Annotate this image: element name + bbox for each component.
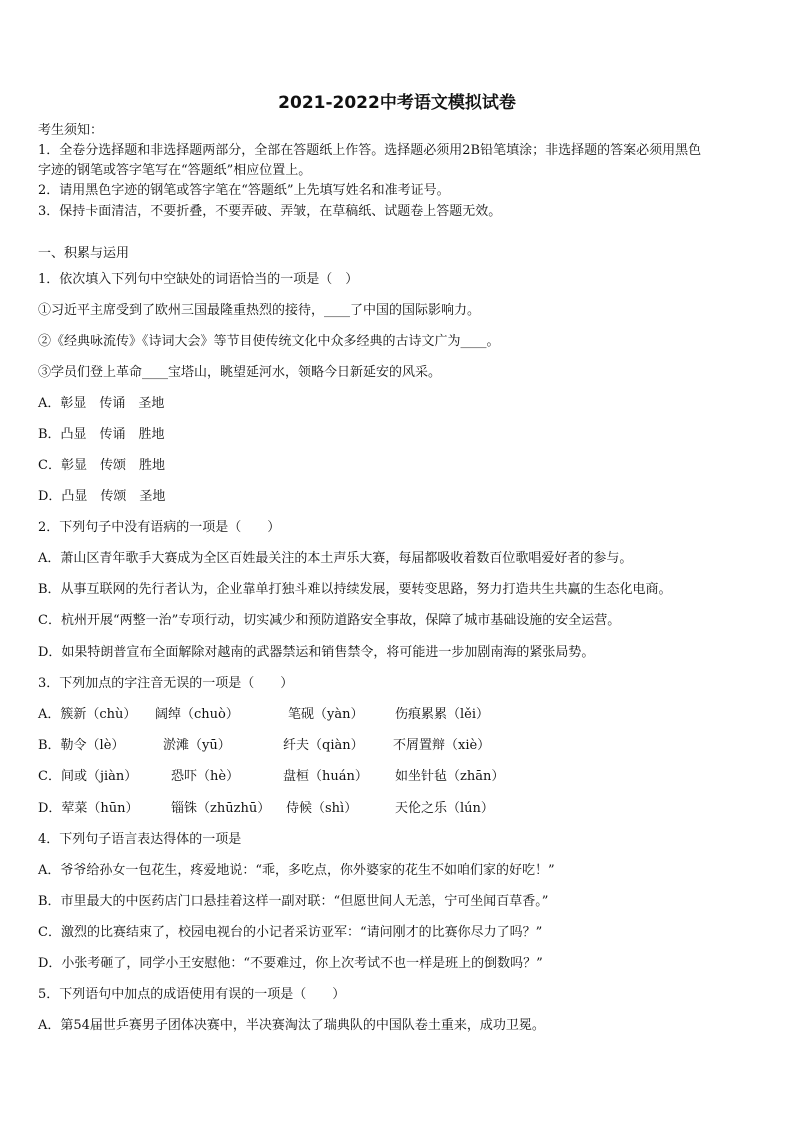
pinyin-item: 锱铢（zhūzhū） <box>171 801 271 816</box>
pinyin-item: 淤滩（yū） <box>163 738 231 753</box>
pinyin-item: 纤夫（qiàn） <box>283 738 364 753</box>
pinyin-item: B．勒令（lè） <box>38 738 125 753</box>
question-4-stem: 4．下列句子语言表达得体的一项是 <box>38 832 242 847</box>
question-2-option-c: C．杭州开展“两整一治”专项行动，切实减少和预防道路安全事故，保障了城市基础设施的安全运营。 <box>38 613 621 628</box>
pinyin-item: C．间或（jiàn） <box>38 769 138 784</box>
question-2-stem: 2．下列句子中没有语病的一项是（ ） <box>38 520 281 535</box>
pinyin-item: 如坐针毡（zhān） <box>395 769 505 784</box>
question-5-stem: 5．下列语句中加点的成语使用有误的一项是（ ） <box>38 987 346 1002</box>
question-4-option-d: D．小张考砸了，同学小王安慰他：“不要难过，你上次考试不也一样是班上的倒数吗？” <box>38 956 543 971</box>
question-4-option-c: C．激烈的比赛结束了，校园电视台的小记者采访亚军：“请问刚才的比赛你尽力了吗？” <box>38 925 543 940</box>
question-4-option-a: A．爷爷给孙女一包花生，疼爱地说：“乖，多吃点，你外婆家的花生不如咱们家的好吃！” <box>38 863 555 878</box>
pinyin-item: 不屑置辩（xiè） <box>393 738 491 753</box>
question-3-stem: 3．下列加点的字注音无误的一项是（ ） <box>38 676 294 691</box>
question-2-option-b: B．从事互联网的先行者认为，企业靠单打独斗难以持续发展，要转变思路，努力打造共生共赢的生态化电商。 <box>38 582 672 597</box>
question-1-stem: 1．依次填入下列句中空缺处的词语恰当的一项是（ ） <box>38 272 359 287</box>
pinyin-item: 天伦之乐（lún） <box>395 801 494 816</box>
section-heading: 一、积累与运用 <box>38 246 130 261</box>
pinyin-item: A．簇新（chù） <box>38 707 137 722</box>
page-title: 2021-2022中考语文模拟试卷 <box>278 93 516 113</box>
question-2-option-d: D．如果特朗普宣布全面解除对越南的武器禁运和销售禁令，将可能进一步加剧南海的紧张局势。 <box>38 645 595 660</box>
pinyin-item: D．荤菜（hūn） <box>38 801 139 816</box>
pinyin-item: 盘桓（huán） <box>283 769 368 784</box>
question-1-sentence: ①习近平主席受到了欧州三国最隆重热烈的接待，____了中国的国际影响力。 <box>38 303 481 318</box>
question-1-option-c: C．彰显 传颂 胜地 <box>38 458 165 473</box>
question-1-sentence: ②《经典咏流传》《诗词大会》等节目使传统文化中众多经典的古诗文广为____。 <box>38 334 500 349</box>
notice-line: 2．请用黑色字迹的钢笔或答字笔在“答题纸”上先填写姓名和准考证号。 <box>38 183 450 198</box>
question-1-option-b: B．凸显 传诵 胜地 <box>38 427 165 442</box>
notice-line: 字迹的钢笔或答字笔写在“答题纸”相应位置上。 <box>38 163 312 178</box>
question-2-option-a: A．萧山区青年歌手大赛成为全区百姓最关注的本土声乐大赛，每届都吸收着数百位歌唱爱好者的参与。 <box>38 551 633 566</box>
question-5-option-a: A．第54届世乒赛男子团体决赛中，半决赛淘汰了瑞典队的中国队卷土重来，成功卫冕。 <box>38 1018 545 1033</box>
notice-heading: 考生须知： <box>38 123 104 138</box>
pinyin-item: 笔砚（yàn） <box>288 707 364 722</box>
pinyin-item: 伤痕累累（lěi） <box>395 707 490 722</box>
question-1-option-d: D．凸显 传颂 圣地 <box>38 489 166 504</box>
pinyin-item: 恐吓（hè） <box>171 769 240 784</box>
notice-line: 1．全卷分选择题和非选择题两部分，全部在答题纸上作答。选择题必须用2B铅笔填涂；非选择题的答案必须用黑色 <box>38 143 702 158</box>
question-1-sentence: ③学员们登上革命____宝塔山，眺望延河水，领略今日新延安的风采。 <box>38 365 442 380</box>
pinyin-item: 阔绰（chuò） <box>155 707 239 722</box>
question-1-option-a: A．彰显 传诵 圣地 <box>38 396 165 411</box>
pinyin-item: 侍候（shì） <box>286 801 358 816</box>
question-4-option-b: B．市里最大的中医药店门口悬挂着这样一副对联：“但愿世间人无恙，宁可坐闻百草香。” <box>38 894 549 909</box>
notice-line: 3．保持卡面清洁，不要折叠，不要弄破、弄皱，在草稿纸、试题卷上答题无效。 <box>38 204 502 219</box>
